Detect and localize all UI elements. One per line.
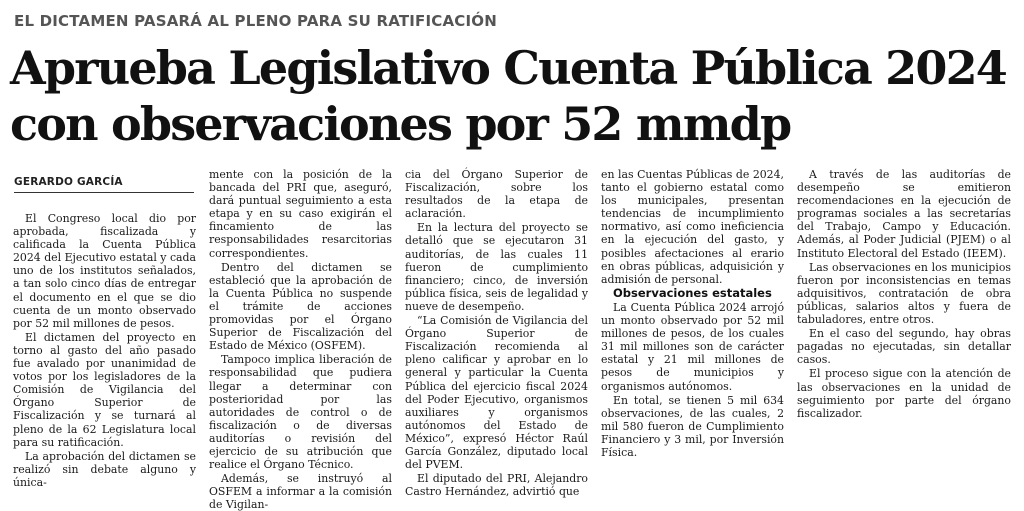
paragraph: En la lectura del proyecto se detalló que se ejecutaron 31 auditorías, de las cuales 11 fueron de cumplimiento financiero; cinco, de inversión pública física, seis de legalidad y nueve de desempeño. — [405, 221, 588, 313]
paragraph: El diputado del PRI, Alejandro Castro Hernández, advirtió que — [405, 472, 588, 499]
section-subheading: Observaciones estatales — [613, 285, 772, 300]
article-column-1 — [13, 212, 196, 489]
paragraph: La aprobación del dictamen se realizó sin debate alguno y única- — [13, 449, 196, 489]
kicker: EL DICTAMEN PASARÁ AL PLENO PARA SU RATIFICACIÓN — [14, 12, 497, 30]
paragraph: En el caso del segundo, hay obras pagadas no ejecutadas, sin detallar casos. — [797, 327, 1011, 367]
byline: GERARDO GARCÍA — [14, 176, 194, 193]
paragraph: A través de las auditorías de desempeño se emitieron recomendaciones en la ejecución de programas sociales a las secretarías del Trabajo, Campo y Educación. Además, al Poder Judicial (PJEM) o al Instituto Electoral del Estado (IEEM). — [797, 168, 1011, 260]
paragraph: Dentro del dictamen se estableció que la aprobación de la Cuenta Pública no suspende el trámite de acciones promovidas por el Órgano Superior de Fiscalización del Estado de México (OSFEM). — [209, 260, 392, 353]
paragraph: El proceso sigue con la atención de las observaciones en la unidad de seguimiento por parte del órgano fiscalizador. — [797, 367, 1011, 420]
paragraph: El Congreso local dio por aprobada, fiscalizada y calificada la Cuenta Pública 2024 del Ejecutivo estatal y cada uno de los institutos señalados, a tan solo cinco días de entregar el documento en el que se dio cuenta de un monto observado por 52 mil millones de pesos. — [13, 212, 196, 330]
paragraph: La Cuenta Pública 2024 arrojó un monto observado por 52 mil millones de pesos, de los cuales 31 mil millones son de carácter estatal y 21 mil millones de pesos de municipios y organismos autónomos. — [601, 300, 784, 393]
article-column-4 — [601, 168, 784, 470]
article-column-3 — [405, 168, 588, 499]
paragraph: cia del Órgano Superior de Fiscalización, sobre los resultados de la etapa de aclaración. — [405, 168, 588, 221]
article-column-5 — [797, 168, 1011, 470]
paragraph: en las Cuentas Públicas de 2024, tanto el gobierno estatal como los municipales, presentan tendencias de incumplimiento normativo, así como ineficiencia en la ejecución del gasto, y posibles afectaciones al erario en obras públicas, adquisición y admisión de personal. — [601, 168, 784, 286]
article-column-2 — [209, 168, 392, 511]
paragraph: “La Comisión de Vigilancia del Órgano Superior de Fiscalización recomienda al pleno calificar y aprobar en lo general y particular la Cuenta Pública del ejercicio fiscal 2024 del Poder Ejecutivo, organismos auxiliares y organismos autónomos del Estado de México”, expresó Héctor Raúl García González, diputado local del PVEM. — [405, 314, 588, 472]
paragraph: En total, se tienen 5 mil 634 observaciones, de las cuales, 2 mil 580 fueron de Cumplimiento Financiero y 3 mil, por Inversión Física. — [601, 393, 784, 459]
paragraph: Tampoco implica liberación de responsabilidad que pudiera llegar a determinar con posterioridad por las autoridades de control o de fiscalización o de diversas auditorías o revisión del ejercicio de su atribución que realice el Órgano Técnico. — [209, 353, 392, 472]
paragraph: El dictamen del proyecto en torno al gasto del año pasado fue avalado por unanimidad de votos por los legisladores de la Comisión de Vigilancia del Órgano Superior de Fiscalización y se turnará al pleno de la 62 Legislatura local para su ratificación. — [13, 330, 196, 449]
paragraph: Las observaciones en los municipios fueron por inconsistencias en temas adquisitivos, contratación de obra públicas, salarios altos y fuera de tabuladores, entre otros. — [797, 260, 1011, 327]
headline: Aprueba Legislativo Cuenta Pública 2024 con observaciones por 52 mmdp — [10, 41, 1006, 151]
paragraph: mente con la posición de la bancada del PRI que, aseguró, dará puntual seguimiento a esta etapa y en su caso exigirán el fincamiento de las responsabilidades resarcitorias correspondientes. — [209, 168, 392, 260]
paragraph: Además, se instruyó al OSFEM a informar a la comisión de Vigilan- — [209, 472, 392, 511]
